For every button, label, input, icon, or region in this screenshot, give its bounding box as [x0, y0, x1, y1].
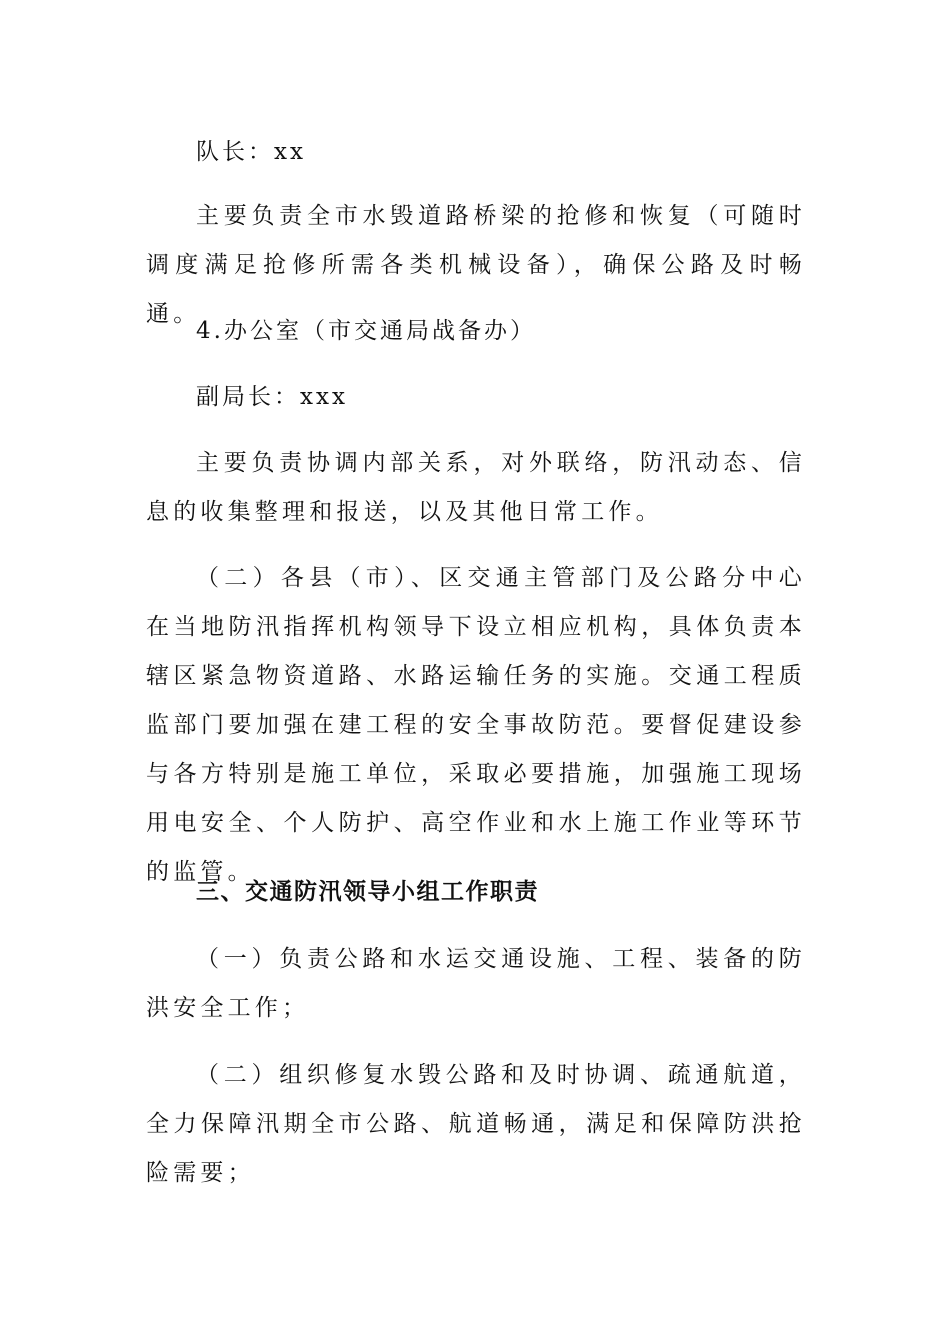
- office-duty-paragraph: 主要负责协调内部关系，对外联络，防汛动态、信息的收集整理和报送，以及其他日常工作。: [146, 450, 806, 525]
- road-repair-duty-paragraph: 主要负责全市水毁道路桥梁的抢修和恢复（可随时调度满足抢修所需各类机械设备），确保公路及时畅通。: [146, 203, 806, 327]
- duty-item-one: （一）负责公路和水运交通设施、工程、装备的防洪安全工作；: [146, 946, 806, 1021]
- section-heading: 三、交通防汛领导小组工作职责: [196, 879, 539, 905]
- deputy-director-line: 副局长：xxx: [196, 384, 348, 410]
- team-leader-line: 队长：xx: [196, 139, 306, 165]
- office-section-title: 4.办公室（市交通局战备办）: [196, 318, 536, 344]
- county-departments-paragraph: （二）各县（市）、区交通主管部门及公路分中心在当地防汛指挥机构领导下设立相应机构，具体负责本辖区紧急物资道路、水路运输任务的实施。交通工程质监部门要加强在建工程的安全事故防范。要督促建设参与各方特别是施工单位，采取必要措施，加强施工现场用电安全、个人防护、高空作业和水上施工作业等环节的监管。: [146, 565, 806, 885]
- duty-item-two: （二）组织修复水毁公路和及时协调、疏通航道，全力保障汛期全市公路、航道畅通，满足和保障防洪抢险需要；: [146, 1062, 806, 1186]
